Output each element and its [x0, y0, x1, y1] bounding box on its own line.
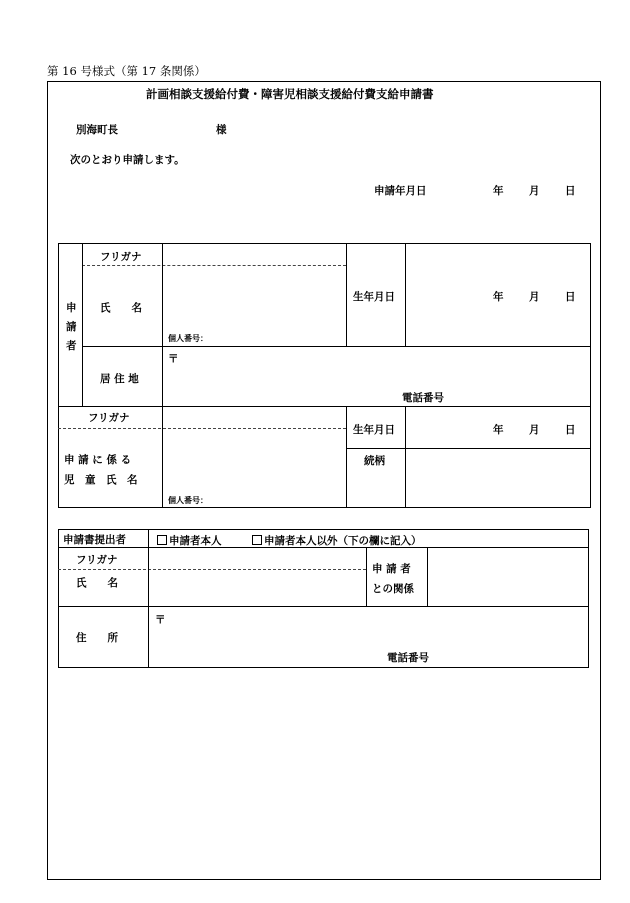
child-section-divider: [58, 406, 591, 407]
applicant-birth-value-line: [405, 243, 406, 346]
submitter-relation-value-line: [427, 547, 428, 606]
honorific: 様: [216, 124, 227, 136]
submitter-option-other-label: 申請者本人以外（下の欄に記入）: [264, 535, 422, 547]
child-furigana-divider: [58, 428, 346, 429]
submitter-furigana-label: フリガナ: [76, 554, 118, 566]
applicant-phone-label: 電話番号: [402, 392, 444, 404]
checkbox-self-icon[interactable]: [157, 535, 167, 545]
applicant-birth-month: 月: [529, 291, 540, 303]
addressee: 別海町長: [76, 124, 118, 136]
child-birth-column-line: [346, 406, 347, 508]
applicant-postal-mark: 〒: [168, 353, 179, 365]
applicant-birth-year: 年: [493, 291, 504, 303]
child-birth-divider: [346, 448, 591, 449]
submitter-table-border: [58, 529, 589, 668]
submitter-name-label: 氏 名: [76, 577, 118, 589]
applicant-furigana-divider: [82, 265, 346, 266]
application-date-label: 申請年月日: [374, 185, 427, 197]
applicant-section-char-2: 請: [66, 321, 77, 333]
submitter-option-self[interactable]: [157, 535, 222, 547]
submitter-label: 申請書提出者: [63, 534, 126, 546]
submitter-relation-column-line: [366, 547, 367, 606]
applicant-personal-number-label: 個人番号：: [168, 334, 208, 343]
submitter-address-divider: [58, 606, 589, 607]
submitter-address-label: 住 所: [76, 632, 118, 644]
submitter-option-self-label: 申請者本人: [169, 535, 222, 547]
child-relation-label: 続柄: [364, 455, 385, 467]
application-month-label: 月: [529, 185, 540, 197]
submitter-postal-mark: 〒: [155, 614, 166, 626]
application-year-label: 年: [493, 185, 504, 197]
child-furigana-label: フリガナ: [88, 412, 130, 424]
applicant-birth-column-line: [346, 243, 347, 346]
child-birth-month: 月: [529, 424, 540, 436]
submitter-label-column-line: [148, 529, 149, 668]
submitter-furigana-divider: [58, 569, 366, 570]
label-value-column-line: [162, 243, 163, 508]
child-birth-day: 日: [565, 424, 576, 436]
form-title: 計画相談支援給付費・障害児相談支援給付費支給申請書: [146, 87, 434, 101]
applicant-address-divider: [82, 346, 591, 347]
child-personal-number-label: 個人番号：: [168, 496, 208, 505]
child-birth-value-line: [405, 406, 406, 508]
applicant-birth-label: 生年月日: [353, 291, 395, 303]
child-name-label-line1: 申 請 に 係 る: [64, 454, 132, 466]
applicant-furigana-label: フリガナ: [100, 251, 142, 263]
applicant-section-char-3: 者: [66, 340, 77, 352]
intro-text: 次のとおり申請します。: [70, 154, 185, 166]
applicant-address-label: 居 住 地: [100, 373, 139, 385]
applicant-section-char-1: 申: [66, 302, 77, 314]
child-name-label-line2: 児 童 氏 名: [64, 474, 138, 486]
applicant-birth-day: 日: [565, 291, 576, 303]
submitter-relation-label-line1: 申 請 者: [372, 563, 411, 575]
submitter-option-other[interactable]: [252, 535, 422, 547]
child-birth-label: 生年月日: [353, 424, 395, 436]
submitter-phone-label: 電話番号: [387, 652, 429, 664]
submitter-relation-label-line2: との関係: [372, 583, 414, 595]
applicant-name-label: 氏 名: [100, 302, 142, 314]
application-day-label: 日: [565, 185, 576, 197]
applicant-label-column-line: [82, 243, 83, 406]
submitter-header-divider: [58, 547, 589, 548]
checkbox-other-icon[interactable]: [252, 535, 262, 545]
child-birth-year: 年: [493, 424, 504, 436]
form-number: 第 16 号様式（第 17 条関係）: [47, 64, 206, 78]
